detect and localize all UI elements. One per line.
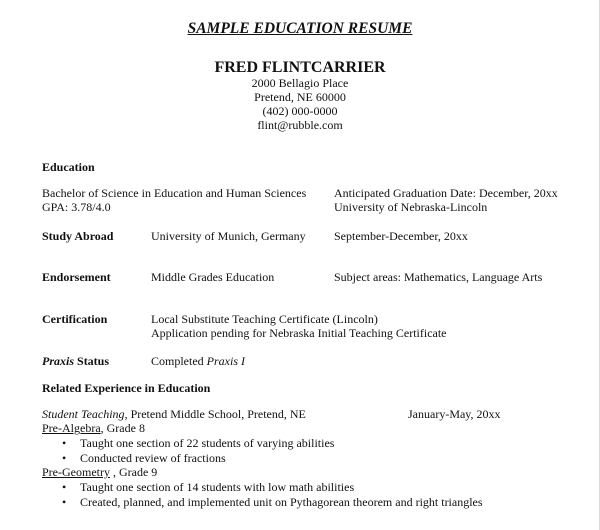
class-grade: , Grade 9 bbox=[109, 465, 158, 479]
document-title: SAMPLE EDUCATION RESUME bbox=[187, 20, 413, 37]
address-line-2: Pretend, NE 60000 bbox=[254, 90, 346, 104]
gpa: GPA: 3.78/4.0 bbox=[42, 200, 111, 214]
list-item: • Taught one section of 14 students with low math abilities bbox=[56, 480, 483, 495]
list-item: • Conducted review of fractions bbox=[56, 451, 334, 466]
study-abroad-dates: September-December, 20xx bbox=[334, 229, 468, 243]
class-bullet-list bbox=[56, 480, 483, 510]
praxis-value-italic: Praxis I bbox=[206, 354, 245, 368]
school-name: University of Nebraska-Lincoln bbox=[334, 200, 488, 214]
class-title bbox=[42, 421, 145, 435]
study-abroad-label: Study Abroad bbox=[42, 229, 114, 243]
study-abroad-place: University of Munich, Germany bbox=[151, 229, 306, 243]
education-heading: Education bbox=[42, 160, 95, 174]
email-address: flint@rubble.com bbox=[257, 118, 343, 132]
graduation-date: Anticipated Graduation Date: December, 20xx bbox=[334, 186, 558, 200]
certification-line-1: Local Substitute Teaching Certificate (Lincoln) bbox=[151, 312, 378, 326]
class-course: Pre-Geometry bbox=[42, 465, 110, 479]
praxis-label-italic: Praxis bbox=[42, 354, 75, 368]
experience-dates: January-May, 20xx bbox=[408, 407, 501, 421]
class-title bbox=[42, 465, 157, 479]
experience-heading: Related Experience in Education bbox=[42, 381, 211, 395]
class-course: Pre-Algebra bbox=[42, 421, 101, 435]
experience-place: , Pretend Middle School, Pretend, NE bbox=[124, 407, 306, 421]
list-item: • Taught one section of 22 students of varying abilities bbox=[56, 436, 334, 451]
class-bullet-list bbox=[56, 436, 334, 466]
praxis-label bbox=[42, 354, 109, 368]
endorsement-subjects: Subject areas: Mathematics, Language Arts bbox=[334, 270, 543, 284]
applicant-name: FRED FLINTCARRIER bbox=[214, 59, 386, 76]
degree: Bachelor of Science in Education and Human Sciences bbox=[42, 186, 307, 200]
praxis-value bbox=[151, 354, 245, 368]
endorsement-label: Endorsement bbox=[42, 270, 111, 284]
address-line-1: 2000 Bellagio Place bbox=[251, 76, 349, 90]
praxis-label-rest: Status bbox=[74, 354, 110, 368]
certification-line-2: Application pending for Nebraska Initial Teaching Certificate bbox=[151, 326, 447, 340]
phone-number: (402) 000-0000 bbox=[262, 104, 338, 118]
experience-role-line bbox=[42, 407, 306, 421]
class-grade: , Grade 8 bbox=[100, 421, 145, 435]
list-item: • Created, planned, and implemented unit on Pythagorean theorem and right triangles bbox=[56, 495, 483, 510]
praxis-value-prefix: Completed bbox=[151, 354, 207, 368]
endorsement-value: Middle Grades Education bbox=[151, 270, 275, 284]
certification-label: Certification bbox=[42, 312, 108, 326]
experience-role: Student Teaching bbox=[42, 407, 125, 421]
